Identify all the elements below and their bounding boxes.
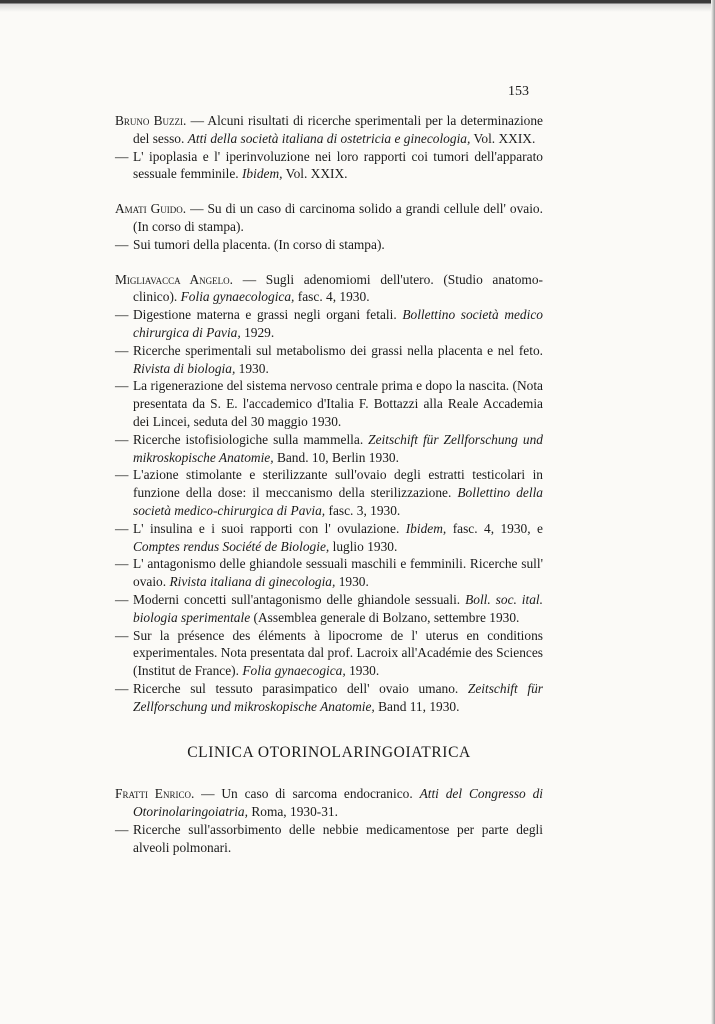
bibliography-entry: — Sur la présence des éléments à lipocrome de l' uterus en conditions experimentales. Nota presentata dal prof. Lacroix all'Académie des Sciences (Institut de France). Folia gynaecogica, 1930. (115, 627, 543, 679)
bibliography (115, 112, 543, 873)
bibliography-entry: — Ricerche sperimentali sul metabolismo dei grassi nella placenta e nel feto. Rivista di biologia, 1930. (115, 342, 543, 376)
bibliography-entry: Fratti Enrico. — Un caso di sarcoma endocranico. Atti del Congresso di Otorinolaringoiatria, Roma, 1930-31. (115, 786, 543, 820)
author-name: Migliavacca Angelo. (115, 271, 234, 287)
bibliography-entry: Bruno Buzzi. — Alcuni risultati di ricerche sperimentali per la determinazione del sesso. Atti della società italiana di ostetricia e ginecologia, Vol. XXIX. (115, 113, 543, 146)
bibliography-entry: — Ricerche sull'assorbimento delle nebbie medicamentose per parte degli alveoli polmonari. (115, 821, 543, 855)
author-block-migliavacca (115, 271, 543, 716)
author-name: Amati Guido. (115, 201, 187, 217)
section-heading: CLINICA OTORINOLARINGOIATRICA (187, 743, 471, 761)
bibliography-entry: — L' ipoplasia e l' iperinvoluzione nei loro rapporti coi tumori dell'apparato sessuale femminile. Ibidem, Vol. XXIX. (115, 148, 543, 182)
bibliography-entry: — Moderni concetti sull'antagonismo delle ghiandole sessuali. Boll. soc. ital. biologia sperimentale (Assemblea generale di Bolzano, settembre 1930. (115, 591, 543, 625)
author-block-fratti (115, 785, 543, 856)
author-block-buzzi (115, 112, 543, 183)
author-block-amati (115, 200, 543, 253)
page-number: 153 (508, 84, 529, 99)
author-name: Bruno Buzzi. (115, 113, 187, 128)
scan-right-edge (711, 0, 715, 1024)
bibliography-entry: — L'azione stimolante e sterilizzante sull'ovaio degli estratti testicolari in funzione della dose: il meccanismo della sterilizzazione. Bollettino della società medico-chirurgica di Pavia, fasc. 3, 1930. (115, 467, 543, 518)
bibliography-entry: — Sui tumori della placenta. (In corso di stampa). (115, 236, 385, 252)
author-name: Fratti Enrico. (115, 786, 195, 802)
bibliography-entry: — Digestione materna e grassi negli organi fetali. Bollettino società medico chirurgica di Pavia, 1929. (115, 307, 543, 340)
scan-top-edge (0, 0, 715, 16)
bibliography-entry: — L' insulina e i suoi rapporti con l' ovulazione. Ibidem, fasc. 4, 1930, e Comptes rendus Société de Biologie, luglio 1930. (115, 520, 543, 554)
bibliography-entry: — La rigenerazione del sistema nervoso centrale prima e dopo la nascita. (Nota presentata da S. E. l'accademico d'Italia F. Bottazzi alla Reale Accademia dei Lincei, seduta del 30 maggio 1930. (115, 378, 543, 429)
bibliography-entry: Migliavacca Angelo. — Sugli adenomiomi dell'utero. (Studio anatomo-clinico). Folia gynaecologica, fasc. 4, 1930. (115, 271, 543, 305)
bibliography-entry: Amati Guido. — Su di un caso di carcinoma solido a grandi cellule dell' ovaio. (In corso di stampa). (115, 201, 543, 234)
bibliography-entry: — Ricerche sul tessuto parasimpatico dell' ovaio umano. Zeitschift für Zellforschung und mikroskopische Anatomie, Band 11, 1930. (115, 680, 543, 714)
bibliography-entry: — Ricerche istofisiologiche sulla mammella. Zeitschift für Zellforschung und mikroskopische Anatomie, Band. 10, Berlin 1930. (115, 431, 543, 465)
bibliography-entry: — L' antagonismo delle ghiandole sessuali maschili e femminili. Ricerche sull' ovaio. Rivista italiana di ginecologia, 1930. (115, 556, 543, 590)
